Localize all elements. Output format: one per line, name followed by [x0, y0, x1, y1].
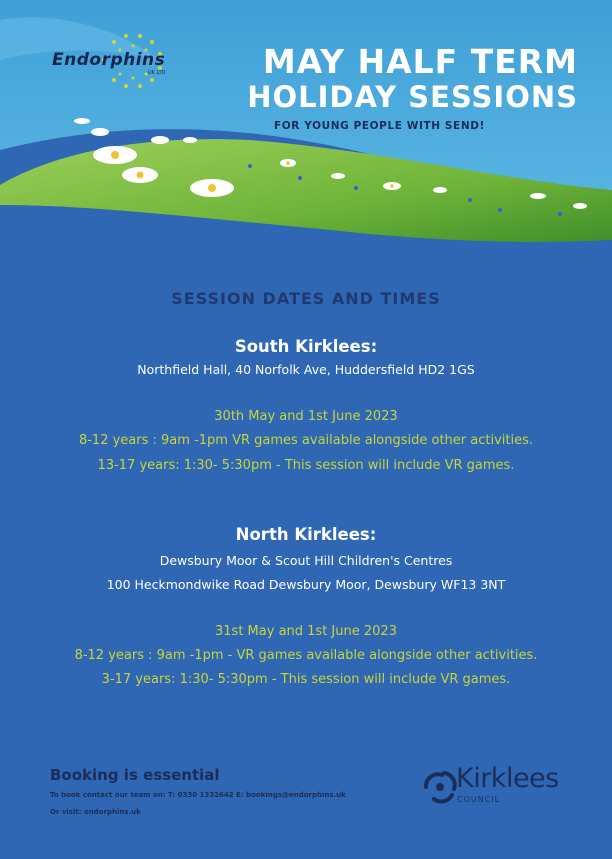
kirklees-council-label: COUNCIL [457, 795, 501, 804]
kirklees-council-name: Kirklees [456, 763, 559, 794]
north-session-1: 8-12 years : 9am -1pm - VR games available alongside other activities. [74, 648, 538, 663]
section-heading: SESSION DATES AND TIMES [171, 289, 441, 308]
south-area-name: South Kirklees: [234, 337, 378, 356]
north-session-2: 3-17 years: 1:30- 5:30pm - This session will include VR games. [101, 672, 511, 687]
north-address-1: Dewsbury Moor & Scout Hill Children's Centres [159, 553, 453, 568]
south-session-2: 13-17 years: 1:30- 5:30pm - This session will include VR games. [97, 458, 515, 473]
north-dates: 31st May and 1st June 2023 [215, 624, 397, 639]
south-dates: 30th May and 1st June 2023 [214, 409, 398, 424]
south-address: Northfield Hall, 40 Norfolk Ave, Huddersfield HD2 1GS [137, 362, 475, 377]
north-address-2: 100 Heckmondwike Road Dewsbury Moor, Dewsbury WF13 3NT [106, 577, 506, 592]
title-line-1: MAY HALF TERM [262, 42, 578, 81]
booking-heading: Booking is essential [50, 766, 220, 784]
south-session-1: 8-12 years : 9am -1pm VR games available alongside other activities. [78, 433, 534, 448]
brand-logo-text: Endorphins [52, 50, 166, 70]
booking-contact: To book contact our team on: T: 0330 1332642 E: bookings@endorphins.uk [50, 791, 346, 799]
tagline: FOR YOUNG PEOPLE WITH SEND! [274, 120, 485, 132]
north-area-name: North Kirklees: [235, 525, 377, 544]
title-line-2: HOLIDAY SESSIONS [247, 80, 578, 114]
brand-logo-subtitle: UK LTD [148, 70, 166, 76]
booking-website: Or visit: endorphins.uk [50, 808, 141, 816]
